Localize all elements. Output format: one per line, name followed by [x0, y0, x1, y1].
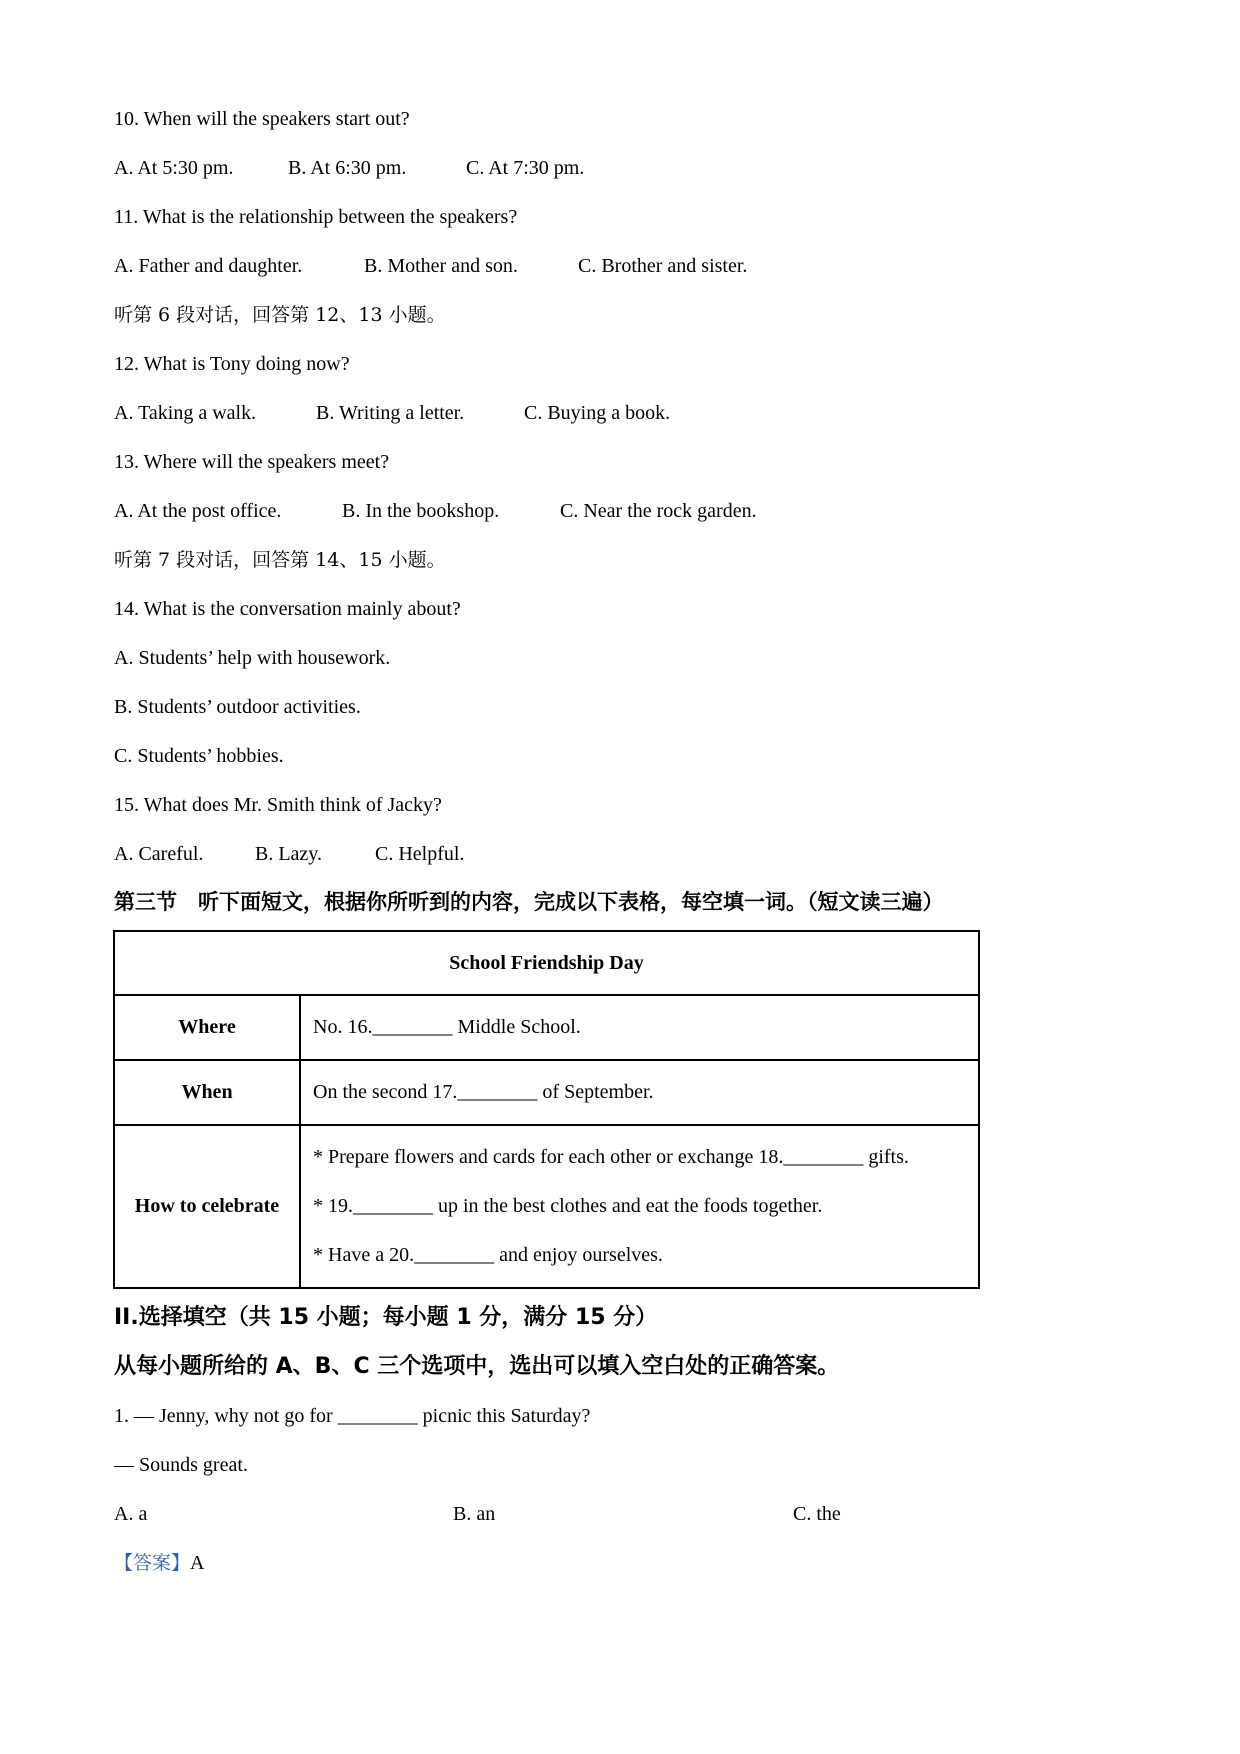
q10-option-c: C. At 7:30 pm.	[466, 157, 585, 179]
q11-option-c: C. Brother and sister.	[578, 255, 748, 277]
q11-option-b: B. Mother and son.	[364, 255, 518, 277]
mc1-option-a: A. a	[114, 1503, 148, 1525]
when-value: On the second 17.________ of September.	[300, 1060, 979, 1125]
q14-option-b: B. Students’ outdoor activities.	[114, 696, 361, 718]
q11-option-a: A. Father and daughter.	[114, 255, 303, 277]
q12-option-b: B. Writing a letter.	[316, 402, 465, 424]
mc-question-1: 1. — Jenny, why not go for ________ picnic this Saturday?	[114, 1405, 591, 1427]
q13-option-c: C. Near the rock garden.	[560, 500, 757, 522]
q15-option-b: B. Lazy.	[255, 843, 323, 865]
how-to-celebrate-value	[300, 1125, 979, 1288]
how-to-celebrate-label: How to celebrate	[114, 1125, 300, 1288]
q10-option-b: B. At 6:30 pm.	[288, 157, 407, 179]
when-label: When	[114, 1060, 300, 1125]
question-13: 13. Where will the speakers meet?	[114, 451, 390, 473]
dialogue-7-instruction: 听第 7 段对话，回答第 14、15 小题。	[114, 549, 446, 571]
q13-option-a: A. At the post office.	[114, 500, 282, 522]
section-3-heading: 第三节 听下面短文，根据你所听到的内容，完成以下表格，每空填一词。（短文读三遍）	[114, 890, 944, 914]
answer-line	[114, 1550, 204, 1576]
question-12: 12. What is Tony doing now?	[114, 353, 350, 375]
celebrate-item: * Have a 20.________ and enjoy ourselves.	[313, 1244, 663, 1266]
question-11: 11. What is the relationship between the speakers?	[114, 206, 518, 228]
q10-option-a: A. At 5:30 pm.	[114, 157, 234, 179]
answer-tag: 【答案】	[114, 1552, 191, 1574]
mc-question-1-reply: — Sounds great.	[114, 1454, 248, 1476]
q14-option-c: C. Students’ hobbies.	[114, 745, 284, 767]
q14-option-a: A. Students’ help with housework.	[114, 647, 391, 669]
part-2-heading: II.选择填空（共 15 小题；每小题 1 分，满分 15 分）	[114, 1305, 658, 1330]
mc1-option-c: C. the	[793, 1503, 841, 1525]
q13-option-b: B. In the bookshop.	[342, 500, 500, 522]
friendship-day-table	[113, 930, 980, 1289]
celebrate-item: * Prepare flowers and cards for each other or exchange 18.________ gifts.	[313, 1146, 909, 1168]
table-title: School Friendship Day	[114, 931, 979, 995]
where-value: No. 16.________ Middle School.	[300, 995, 979, 1060]
q12-option-a: A. Taking a walk.	[114, 402, 257, 424]
part-2-instruction: 从每小题所给的 A、B、C 三个选项中，选出可以填入空白处的正确答案。	[114, 1354, 840, 1379]
q12-option-c: C. Buying a book.	[524, 402, 671, 424]
question-15: 15. What does Mr. Smith think of Jacky?	[114, 794, 442, 816]
dialogue-6-instruction: 听第 6 段对话，回答第 12、13 小题。	[114, 304, 446, 326]
celebrate-item: * 19.________ up in the best clothes and eat the foods together.	[313, 1195, 823, 1217]
mc1-option-b: B. an	[453, 1503, 496, 1525]
question-14: 14. What is the conversation mainly about?	[114, 598, 461, 620]
q15-option-c: C. Helpful.	[375, 843, 465, 865]
answer-value: A	[190, 1552, 205, 1574]
q15-option-a: A. Careful.	[114, 843, 204, 865]
question-10: 10. When will the speakers start out?	[114, 108, 410, 130]
where-label: Where	[114, 995, 300, 1060]
